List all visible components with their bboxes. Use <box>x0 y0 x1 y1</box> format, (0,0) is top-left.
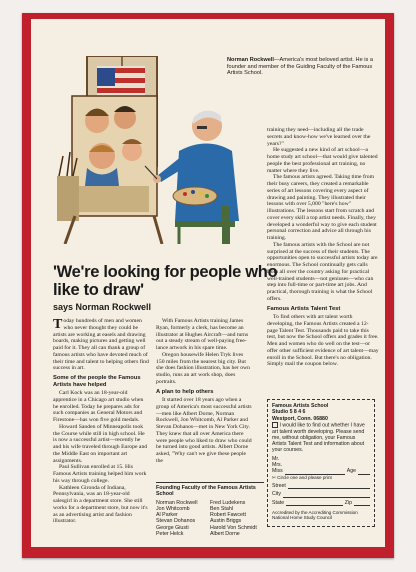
col1-paragraph-4: Paul Sullivan enrolled at 15. His Famous Artists training helped him work his way through college. <box>53 464 147 484</box>
illustration-caption <box>227 57 379 77</box>
col2-paragraph-1: With Famous Artists training James Ryan, formerly a clerk, has become an illustrator at Hughes Aircraft—and turns out a steady stream of well-paying free-lance artwork in his spare time. <box>156 318 249 351</box>
state-label: State <box>272 499 285 506</box>
zip-line[interactable] <box>354 500 370 506</box>
state-line[interactable] <box>286 500 343 506</box>
col2-subhead: A plan to help others <box>156 388 214 395</box>
drop-cap: T <box>53 317 63 332</box>
age-line[interactable] <box>358 469 370 475</box>
col3-paragraph-5: To find others with art talent worth developing, the Famous Artists created a 12-page Talent Test. Thousands paid to take this test, but now the School offers and grades it free. Men and women who do well on the test—or offer other sufficient evidence of art talent—may enroll in the School. But there's no obligation. Simply mail the coupon below. <box>267 314 379 368</box>
col3-paragraph-1: training they need—including all the trade secrets and know-how we've learned over the years?" <box>267 127 371 147</box>
coupon-name-field[interactable] <box>272 456 370 475</box>
street-label: Street <box>272 482 286 489</box>
col1-subhead: Some of the people the Famous Artists have helped <box>53 375 141 388</box>
founding-faculty-box <box>156 482 264 537</box>
ad-headline: 'We're looking for people who like to draw' <box>53 263 278 299</box>
title-miss[interactable]: Miss <box>272 468 283 475</box>
title-mrs[interactable]: Mrs. <box>272 462 283 469</box>
coupon-city-field[interactable] <box>272 491 370 497</box>
faculty-name: Austin Briggs <box>210 518 242 525</box>
faculty-heading: Founding Faculty of the Famous Artists School <box>156 485 256 498</box>
coupon-city: Westport, Conn. 06880 <box>272 415 328 422</box>
faculty-name: George Giusti <box>156 524 189 531</box>
coupon-state-field[interactable] <box>272 500 370 506</box>
coupon-studio: Studio 5 8 4 6 <box>272 409 306 416</box>
faculty-name: Peter Helck <box>156 531 184 538</box>
col1-paragraph-3: Howard Sanden of Minneapolis took the Course while still in high school. He is now a successful artist—recently he and his wife traveled through Europe and the Middle East on important art assignments. <box>53 423 148 464</box>
body-column-2 <box>156 318 253 465</box>
painter-at-easel-illustration <box>57 56 247 244</box>
col2-paragraph-3: It started over 18 years ago when a group of America's most successful artists—men like Albert Dorne, Norman Rockwell, Jon Whitcomb, Al Parker and Stevan Dohanos—met in New York City. They knew that all over America there were people who liked to draw who could be turned into good artists. Albert Dorne asked, "Why can't we give these people the <box>156 397 252 464</box>
faculty-name: Norman Rockwell <box>156 499 198 506</box>
title-mr[interactable]: Mr. <box>272 455 280 462</box>
caption-name: Norman Rockwell <box>227 57 274 63</box>
coupon-request <box>272 422 370 454</box>
faculty-name: Ben Stahl <box>210 505 233 512</box>
caption-text: —America's most beloved artist. He is a founder and member of the Guiding Faculty of the Famous Artists School. <box>227 57 373 77</box>
col1-paragraph-5: Kathleen Gironda of Indiana, Pennsylvania, was an 18-year-old salesgirl in a department store. She still works for a department store, but now it's as an advertising artist and fashion illustrator. <box>53 484 148 525</box>
body-column-3 <box>267 127 379 368</box>
city-label: City <box>272 491 281 498</box>
ad-byline: says Norman Rockwell <box>53 302 152 312</box>
mail-coupon[interactable] <box>267 399 375 527</box>
col2-paragraph-2: Oregon housewife Helen Tryk lives 150 miles from the nearest big city. But she does fashion illustration, has her own studio, runs an art work shop, does portraits. <box>156 351 250 385</box>
zip-label: Zip <box>344 499 352 506</box>
faculty-name: Al Parker <box>156 512 178 519</box>
col1-paragraph-2: Carl Kock was an 18-year-old apprentice in a Chicago art studio when he enrolled. Today he prepares ads for such companies as General Motors and Firestone—has won five gold medals. <box>53 390 144 424</box>
body-column-1 <box>53 318 149 525</box>
faculty-name: Harold Von Schmidt <box>210 524 257 531</box>
col3-paragraph-2: He suggested a new kind of art school—a home study art school—that would give talented people the best professional art training, no matter where they live. <box>267 147 378 174</box>
street-line[interactable] <box>288 483 370 489</box>
request-checkbox[interactable] <box>272 422 278 428</box>
faculty-name: Robert Fawcett <box>210 512 246 519</box>
col3-subhead: Famous Artists Talent Test <box>267 305 341 312</box>
faculty-name: Stevan Dohanos <box>156 518 196 525</box>
col3-paragraph-3: The famous artists agreed. Taking time from their busy careers, they created a remarkable series of art lessons covering every aspect of drawing and painting. They illustrated their lessons with over 5,000 "here's how" illustrations. The lessons start from scratch and cover every skill a top artist needs. Finally, they developed a wonderful way to give each student personal correction and advice all through his training. <box>267 174 377 241</box>
age-label: Age <box>346 468 356 475</box>
faculty-names <box>156 500 264 538</box>
faculty-name: Jon Whitcomb <box>156 505 190 512</box>
col3-paragraph-4: The famous artists with the School are not surprised at the success of their students. The opportunities open to successful artists today are enormous. The School continually gets calls from all over the country asking for practical well-trained students—not geniuses—who can step into full-time or part-time art jobs. And practical, thorough training is what the School offers. <box>267 241 378 302</box>
faculty-name: Albert Dorne <box>210 531 240 538</box>
col1-paragraph-1 <box>53 318 149 372</box>
faculty-name: Fred Ludekens <box>210 499 246 506</box>
coupon-school: Famous Artists School <box>272 403 329 409</box>
coupon-circle-note: ✄ Circle one and please print <box>272 474 332 480</box>
city-line[interactable] <box>283 492 370 498</box>
coupon-accreditation: Accredited by the Accrediting Commission National Home Study Council <box>272 509 358 521</box>
col1-p1-text: oday hundreds of men and women who never thought they could be artists are working at easels and drawing boards, making pictures and getting well paid for it. They all can thank a group of famous artists who have devoted much of their time and talent to helping others find success in art. <box>53 318 149 372</box>
coupon-request-text: I would like to find out whether I have art talent worth developing. Please send me, without obligation, your Famous Artists Talent Test and information about your courses. <box>272 422 365 454</box>
advertisement-page <box>31 19 385 547</box>
circle-note-text: Circle one and please print <box>277 474 332 480</box>
coupon-title-options <box>272 456 283 475</box>
coupon-street-field[interactable] <box>272 483 370 489</box>
rockwell-painting-illustration <box>57 56 247 244</box>
